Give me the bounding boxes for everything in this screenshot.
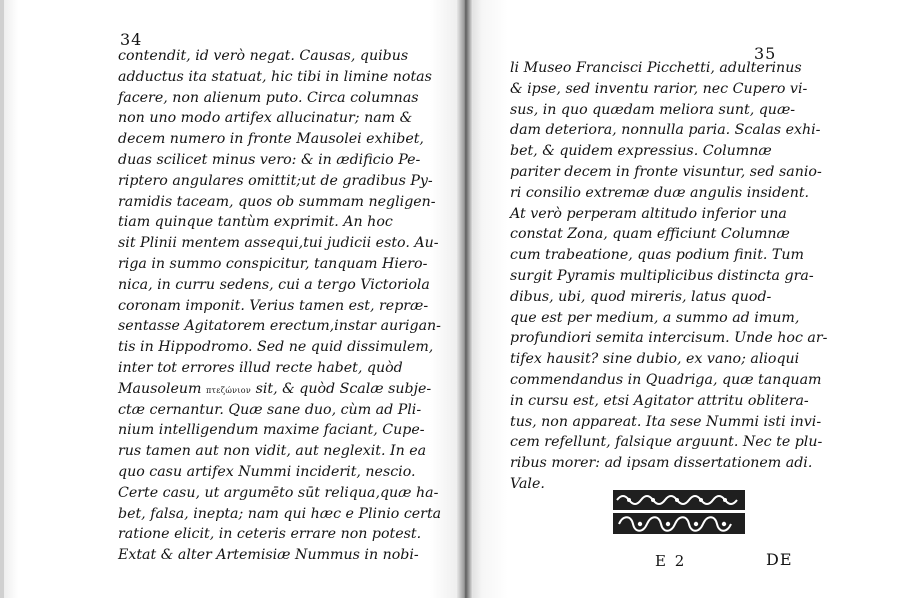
right-page-text	[510, 58, 827, 495]
text-line: adductus ita statuat, hic tibi in limine notas	[118, 68, 432, 85]
printer-ornament	[613, 490, 745, 534]
text-line: dibus, ubi, quod mireris, latus quod-	[510, 288, 772, 305]
text-segment: ctæ	[118, 401, 145, 418]
text-line: Certe casu, ut argumēto sūt reliqua,quæ ha-	[118, 484, 439, 501]
text-line: At verò perperam altitudo inferior una	[510, 205, 787, 222]
text-line: quo casu artifex Nummi inciderit, nescio.	[118, 463, 416, 480]
page-edge-shadow	[0, 0, 4, 598]
text-line: nium intelligendum maxime faciant, Cupe-	[118, 422, 425, 439]
book-gutter	[457, 0, 473, 598]
text-line: coronam imponit. Verius tamen est, repræ-	[118, 297, 429, 314]
text-line: cum trabeatione, quas podium finit. Tum	[510, 247, 804, 264]
text-line: bet, falsa, inepta; nam qui hæc e Plinio certa	[118, 505, 442, 522]
text-line: commendandus in Quadriga, quæ tanquam	[510, 371, 822, 388]
signature-mark: E 2	[655, 552, 687, 570]
text-line: contendit, id verò negat. Causas, quibus	[118, 48, 409, 64]
text-line: inter tot errores illud recte habet, quòd	[118, 359, 403, 376]
text-segment: sit, & quòd Scalæ subje-	[251, 380, 432, 397]
text-line: rus tamen aut non vidit, aut neglexit. In ea	[118, 443, 427, 460]
text-line	[118, 400, 441, 421]
text-line: surgit Pyramis multiplicibus distincta gra-	[510, 267, 814, 284]
page-number-left: 34	[120, 30, 143, 49]
text-line: ribus morer: ad ipsam dissertationem adi.	[510, 455, 813, 472]
text-line-with-greek	[118, 379, 441, 400]
text-line: facere, non alienum puto. Circa columnas	[118, 89, 419, 106]
text-line: non uno modo artifex allucinatur; nam &	[118, 110, 413, 127]
text-line: riptero angulares omittit;ut de gradibus Py-	[118, 172, 433, 189]
text-line: riga in summo conspicitur, tanquam Hiero-	[118, 255, 428, 272]
left-page-text	[118, 46, 441, 566]
text-line: Vale.	[510, 475, 545, 492]
text-line: sentasse Agitatorem erectum,instar aurigan-	[118, 318, 441, 335]
text-segment: cernantur. Quæ sane duo, cùm ad Pli-	[149, 401, 422, 418]
text-line: sit Plinii mentem assequi,tui judicii esto. Au-	[118, 235, 439, 252]
text-line: in cursu est, etsi Agitator attritu oblitera-	[510, 392, 809, 409]
text-line: tis in Hippodromo. Sed ne quid dissimulem,	[118, 339, 434, 356]
page-number-right: 35	[754, 44, 777, 63]
text-line: ramidis taceam, quos ob summam negligen-	[118, 193, 436, 210]
text-line: bet, & quidem expressius. Columnæ	[510, 143, 772, 160]
catchword: DE	[766, 550, 793, 569]
text-line: dam deteriora, nonnulla paria. Scalas exhi-	[510, 122, 821, 139]
text-line: que est per medium, a summo ad imum,	[510, 309, 800, 326]
text-line: tus, non appareat. Ita sese Nummi isti invi-	[510, 413, 822, 430]
text-line: profundiori semita intercisum. Unde hoc ar-	[510, 330, 828, 347]
text-line: pariter decem in fronte visuntur, sed sanio-	[510, 163, 822, 180]
text-line: duas scilicet minus vero: & in ædificio Pe-	[118, 151, 421, 168]
text-line: cem refellunt, falsique arguunt. Nec te plu-	[510, 434, 823, 451]
greek-word: πτεζώνιον	[206, 385, 252, 395]
text-line: decem numero in fronte Mausolei exhibet,	[118, 131, 424, 148]
text-line: constat Zona, quam efficiunt Columnæ	[510, 226, 790, 243]
text-line: sus, in quo quædam meliora sunt, quæ-	[510, 101, 796, 118]
text-line: tifex hausit? sine dubio, ex vano; alioqui	[510, 351, 800, 368]
text-line: nica, in curru sedens, cui a tergo Victoriola	[118, 276, 430, 293]
text-line: ratione elicit, in ceteris errare non potest.	[118, 526, 422, 543]
text-line: tiam quinque tantùm exprimit. An hoc	[118, 214, 393, 231]
text-line: li Museo Francisci Picchetti, adulterinus	[510, 60, 802, 76]
text-line: & ipse, sed inventu rarior, nec Cupero vi-	[510, 80, 808, 97]
text-line: Extat & alter Artemisiæ Nummus in nobi-	[118, 547, 419, 564]
text-line: ri consilio extremæ duæ angulis insident.	[510, 184, 810, 201]
text-segment: Mausoleum	[118, 380, 202, 397]
